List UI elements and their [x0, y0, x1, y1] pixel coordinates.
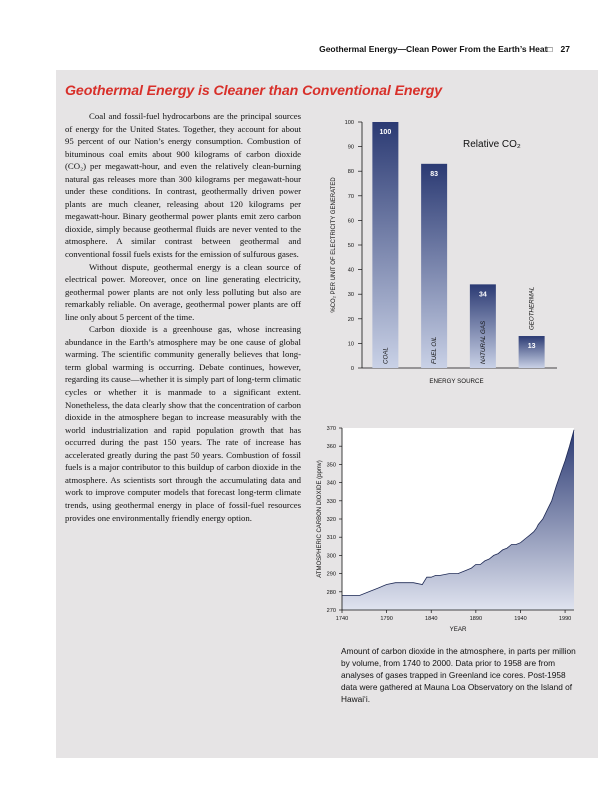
running-header [319, 44, 570, 54]
paragraph-3: Carbon dioxide is a greenhouse gas, whose increasing abundance in the Earth’s atmosphere may be one cause of global warming. The scientific community generally believes that long-term global warming is occurring. Debate continues, however, regarding its cause—whether it is simply part of long-term climatic cycles or whether it is manmade to a significant extent. Nonetheless, the data clearly show that the concentration of carbon dioxide in the atmosphere began to increase measurably with the world industrialization and rapid population growth that has occurred during the past 150 years. The rate of increase has accelerated greatly during the past 50 years. Combustion of fossil fuels is a major contributor to this buildup of carbon dioxide in the atmosphere. As scientists sort through the accumulating data and work to improve computer models that forecast long-term climate trends, using geothermal energy in place of fossil-fuel resources provides one environmentally friendly energy option. [65, 324, 301, 523]
bar-coal [372, 122, 398, 368]
area-chart-y-tick-label: 270 [326, 608, 336, 614]
bar-category-label: GEOTHERMAL [528, 286, 536, 331]
bar-chart-y-tick-label: 0 [350, 366, 354, 372]
bar-chart-y-tick-label: 30 [347, 292, 354, 299]
bar-geothermal [519, 336, 545, 368]
area-chart-y-tick-label: 340 [326, 480, 336, 487]
bar-chart-y-tick-label: 40 [347, 267, 354, 274]
bar-chart-y-tick-label: 70 [347, 193, 354, 200]
area-chart-y-tick-label: 330 [326, 498, 336, 505]
area-chart-y-tick-label: 360 [326, 444, 336, 451]
bar-chart-x-axis-label: ENERGY SOURCE [429, 378, 484, 385]
co2-bar-chart [325, 112, 565, 390]
bar-chart-y-tick-label: 10 [347, 341, 354, 348]
bar-chart-y-tick-label: 80 [347, 169, 354, 176]
area-chart-y-tick-label: 280 [326, 589, 336, 596]
paragraph-2: Without dispute, geothermal energy is a clean source of electrical power. Moreover, once on line generating electricity, geothermal power plants are not only less polluting but also are remarkably reliable. On average, geothermal power plants are off line only about 5 percent of the time. [65, 261, 301, 322]
area-chart-x-tick-label: 1940 [514, 616, 527, 622]
area-chart-y-axis-label: ATMOSPHERIC CARBON DIOXIDE (ppmv) [317, 460, 323, 578]
area-chart-y-tick-label: 350 [326, 462, 336, 469]
area-chart-x-tick-label: 1790 [380, 616, 393, 622]
bar-chart-y-tick-label: 50 [347, 243, 354, 249]
bar-category-label: COAL [382, 347, 390, 364]
article-title: Geothermal Energy is Cleaner than Conventional Energy [65, 83, 443, 99]
area-chart-y-tick-label: 370 [326, 426, 336, 432]
area-chart-y-tick-label: 320 [326, 517, 336, 523]
relative-co2-annotation: Relative CO₂ [463, 139, 521, 150]
area-chart-y-tick-label: 310 [326, 535, 336, 542]
area-chart-x-tick-label: 1990 [558, 616, 572, 622]
bar-category-label: NATURAL GAS [479, 320, 487, 364]
bar-value-label: 100 [379, 129, 392, 136]
paragraph-1: Coal and fossil-fuel hydrocarbons are the principal sources of energy for the United States. Together, they account for about 95 percent of our Nation’s energy consumption. Combustion of bituminous coal emits about 900 kilograms of carbon dioxide (CO₂) per megawatt-hour, and even the relatively clean-burning natural gas releases more than 300 kilograms per megawatt-hour under these conditions. In contrast, geothermally driven power plants are much cleaner, releasing about 120 kilograms per megawatt-hour. Binary geothermal power plants emit zero carbon dioxide, simply because geothermal fluids are never vented to the atmosphere. A similar contrast between geothermal and conventional fossil fuels exists for the emission of sulfurous gases. [65, 111, 301, 260]
running-title: Geothermal Energy—Clean Power From the Earth’s Heat□ [319, 44, 553, 54]
page-number: 27 [560, 44, 570, 54]
bar-chart-y-tick-label: 100 [344, 120, 354, 126]
bar-chart-y-axis-label: %CO₂ PER UNIT OF ELECTRICITY GENERATED [331, 177, 337, 313]
bar-value-label: 13 [527, 343, 536, 351]
co2-history-chart [312, 420, 584, 642]
area-chart-x-axis-label: YEAR [449, 626, 467, 633]
bar-value-label: 83 [430, 170, 439, 178]
figure-caption: Amount of carbon dioxide in the atmosphere, in parts per million by volume, from 1740 to 2000. Data prior to 1958 are from analyses of gases trapped in Greenland ice cores. Post-1958 data were gathered at Mauna Loa Observatory on the Island of Hawai‘i. [341, 646, 576, 704]
bar-chart-y-tick-label: 90 [347, 144, 354, 151]
bar-value-label: 34 [478, 291, 487, 299]
bar-chart-y-tick-label: 60 [347, 218, 354, 225]
bar-chart-y-tick-label: 20 [347, 316, 354, 323]
area-chart-x-tick-label: 1890 [469, 616, 483, 622]
bar-category-label: FUEL OIL [431, 336, 439, 364]
area-chart-x-tick-label: 1740 [335, 616, 349, 622]
area-chart-y-tick-label: 290 [326, 571, 336, 578]
article-body [65, 110, 301, 524]
area-chart-y-tick-label: 300 [326, 553, 336, 560]
area-chart-x-tick-label: 1840 [425, 616, 438, 622]
